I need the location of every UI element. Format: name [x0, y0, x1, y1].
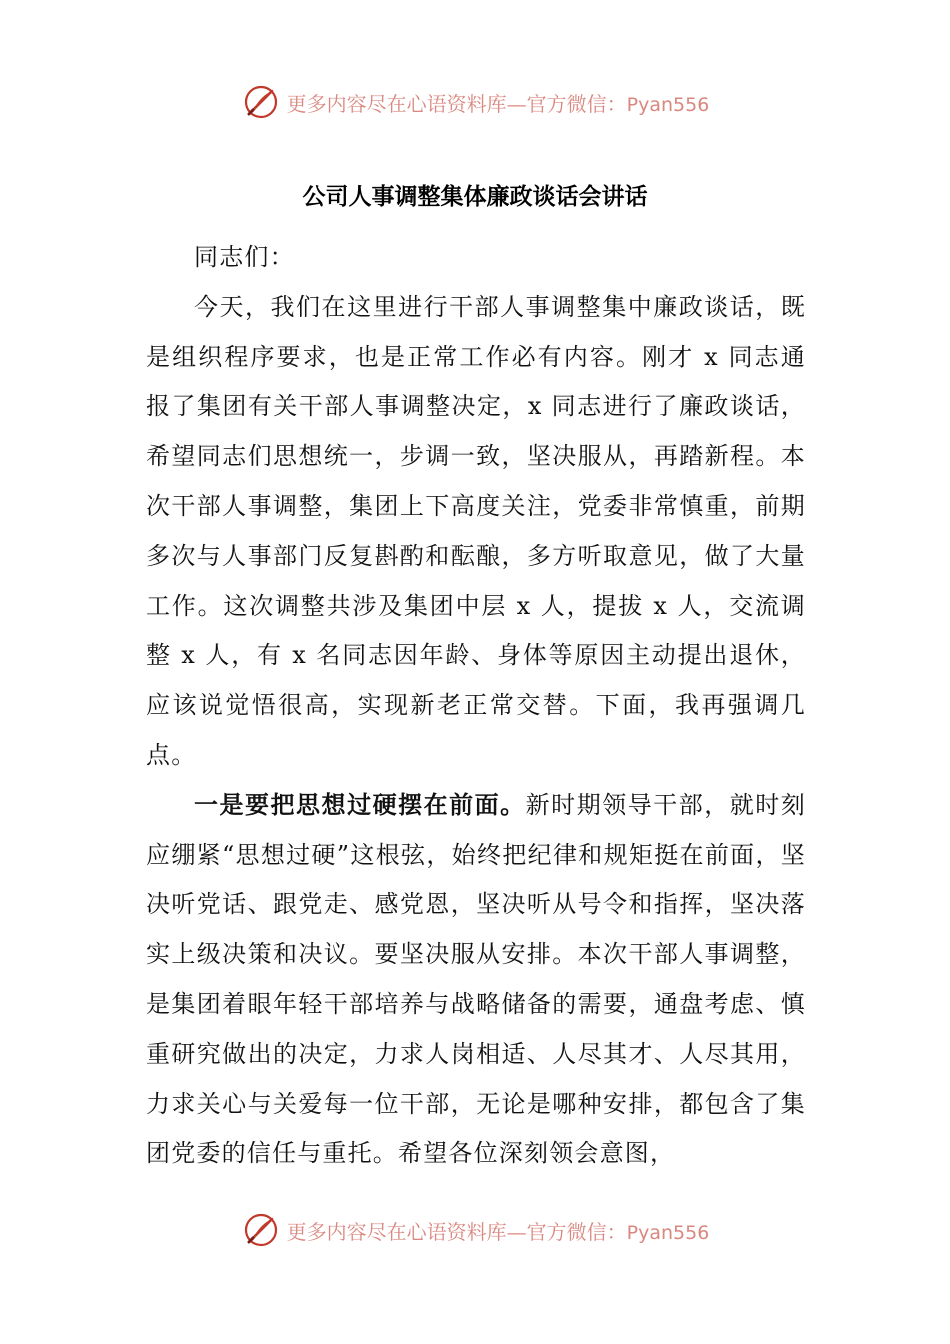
- watermark-text: 更多内容尽在心语资料库—官方微信：Pyan556: [286, 1219, 710, 1244]
- wechat-id: Pyan556: [626, 1221, 710, 1244]
- paragraph-1: [146, 283, 806, 781]
- watermark-banner-bottom: [0, 1208, 950, 1252]
- document-title: 公司人事调整集体廉政谈话会讲话: [302, 184, 648, 210]
- quill-logo-icon: [241, 1210, 281, 1250]
- paragraph-2-text: 新时期领导干部，就时刻应绷紧“思想过硬”这根弦，始终把纪律和规矩挺在前面，坚决听党话、跟党走、感党恩，坚决听从号令和指挥，坚决落实上级决策和决议。要坚决服从安排。本次干部人事调整，是集团着眼年轻干部培养与战略储备的需要，通盘考虑、慎重研究做出的决定，力求人岗相适、人尽其才、人尽其用，力求关心与关爱每一位干部，无论是哪种安排，都包含了集团党委的信任与重托。希望各位深刻领会意图，: [146, 790, 806, 1168]
- paragraph-1-text: 今天，我们在这里进行干部人事调整集中廉政谈话，既是组织程序要求，也是正常工作必有内容。刚才 x 同志通报了集团有关干部人事调整决定，x 同志进行了廉政谈话，希望同志们思想统一，步调一致，坚决服从，再踏新程。本次干部人事调整，集团上下高度关注，党委非常慎重，前期多次与人事部门反复斟酌和酝酿，多方听取意见，做了大量工作。这次调整共涉及集团中层 x 人，提拔 x 人，交流调整 x 人，有 x 名同志因年龄、身体等原因主动提出退休，应该说觉悟很高，实现新老正常交替。下面，我再强调几点。: [146, 292, 806, 769]
- salutation: 同志们：: [194, 243, 295, 271]
- paragraph-2-lead: 一是要把思想过硬摆在前面。: [194, 790, 526, 819]
- quill-logo-icon: [241, 82, 281, 122]
- paragraph-2: [146, 781, 806, 1179]
- watermark-text: 更多内容尽在心语资料库—官方微信：Pyan556: [286, 91, 710, 116]
- wechat-id: Pyan556: [626, 93, 710, 116]
- watermark-banner-top: [0, 80, 950, 124]
- document-body: [146, 233, 806, 1179]
